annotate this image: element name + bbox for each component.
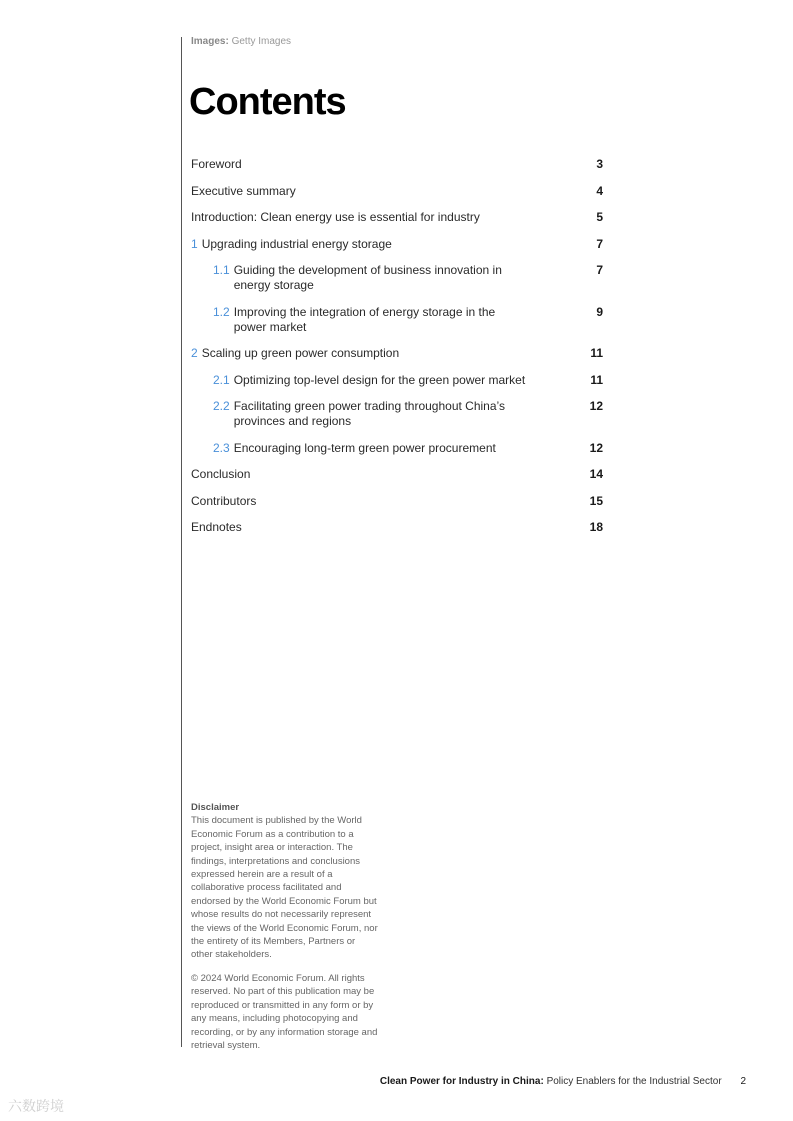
page-title: Contents	[189, 81, 346, 123]
toc-entry-title: Guiding the development of business innovation in energy storage	[233, 263, 502, 292]
toc-entry-page: 3	[596, 157, 603, 171]
footer-report-title: Clean Power for Industry in China:	[379, 1076, 544, 1087]
toc-entry[interactable]	[191, 373, 603, 388]
toc-entry-title: Optimizing top-level design for the green power market	[233, 372, 526, 387]
toc-entry-number: 2.2	[213, 399, 230, 413]
toc-entry-page: 12	[589, 440, 603, 455]
toc-entry-title: Executive summary	[191, 183, 296, 198]
disclaimer-body: This document is published by the World Economic Forum as a contribution to a project, insight area or interaction. The findings, interpretations and conclusions expressed herein are a result of a collaborative process facilitated and endorsed by the World Economic Forum but whose results do not necessarily represent the views of the World Economic Forum, nor the entirety of its Members, Partners or other stakeholders.	[191, 815, 378, 961]
toc-entry[interactable]	[191, 237, 603, 252]
toc-entry-number: 1	[191, 236, 198, 251]
toc-entry-title-group	[191, 467, 250, 482]
toc-entry-title-group	[213, 263, 531, 293]
toc-entry-title-group	[191, 520, 242, 535]
toc-entry[interactable]	[191, 346, 603, 361]
toc-entry-title-group	[191, 184, 296, 199]
toc-entry-page: 12	[589, 399, 603, 413]
toc-entry-title-group	[213, 373, 525, 388]
toc-entry-page: 5	[596, 210, 603, 224]
copyright-notice: © 2024 World Economic Forum. All rights reserved. No part of this publication may be reproduced or transmitted in any form or by any means, including photocopying and recording, or by any information storage and retrieval system.	[191, 972, 378, 1051]
toc-entry[interactable]	[191, 467, 603, 482]
toc-entry-title-group	[213, 399, 531, 429]
page-footer	[380, 1076, 746, 1087]
toc-entry-page: 7	[596, 263, 603, 277]
toc-entry-page: 11	[590, 372, 603, 387]
toc-entry-title: Foreword	[191, 157, 242, 171]
image-credit	[191, 36, 291, 47]
toc-entry[interactable]	[191, 441, 603, 456]
toc-entry-page: 4	[596, 183, 603, 198]
toc-entry-page: 14	[589, 467, 603, 481]
toc-entry-title-group	[191, 157, 242, 172]
toc-entry[interactable]	[191, 520, 603, 535]
toc-entry-title-group	[191, 210, 480, 225]
toc-entry[interactable]	[191, 494, 603, 509]
toc-entry-title-group	[213, 441, 496, 456]
toc-entry-title: Contributors	[191, 493, 257, 508]
toc-entry-title: Endnotes	[191, 520, 242, 534]
table-of-contents	[191, 157, 603, 547]
toc-entry-title: Facilitating green power trading throughout China’s provinces and regions	[233, 399, 505, 428]
toc-entry-number: 1.2	[213, 304, 230, 319]
toc-entry-title: Improving the integration of energy storage in the power market	[233, 304, 496, 334]
toc-entry-number: 2.1	[213, 372, 230, 387]
toc-entry-number: 1.1	[213, 263, 230, 277]
toc-entry-page: 11	[590, 346, 603, 360]
toc-entry-page: 9	[596, 304, 603, 319]
toc-entry[interactable]	[191, 157, 603, 172]
toc-entry[interactable]	[191, 305, 603, 335]
toc-entry-page: 18	[589, 520, 603, 534]
toc-entry-title: Introduction: Clean energy use is essential for industry	[191, 210, 480, 224]
toc-entry[interactable]	[191, 399, 603, 429]
toc-entry[interactable]	[191, 263, 603, 293]
toc-entry[interactable]	[191, 184, 603, 199]
toc-entry-title-group	[191, 237, 392, 252]
image-credit-label: Images:	[191, 36, 229, 47]
toc-entry-title: Upgrading industrial energy storage	[201, 236, 392, 251]
disclaimer	[191, 801, 379, 1062]
toc-entry-title-group	[191, 494, 256, 509]
toc-entry-page: 15	[589, 493, 603, 508]
watermark-logo: 六数跨境	[8, 1098, 64, 1114]
toc-entry-title: Conclusion	[191, 467, 251, 481]
footer-page-number: 2	[740, 1076, 746, 1087]
toc-entry-title-group	[191, 346, 399, 361]
toc-entry[interactable]	[191, 210, 603, 225]
toc-entry-title: Scaling up green power consumption	[201, 346, 400, 360]
left-margin-rule	[181, 37, 182, 1047]
disclaimer-heading: Disclaimer	[191, 802, 240, 813]
toc-entry-title-group	[213, 305, 531, 335]
toc-entry-title: Encouraging long-term green power procurement	[233, 440, 496, 455]
toc-entry-number: 2	[191, 346, 198, 360]
toc-entry-page: 7	[596, 236, 603, 251]
image-credit-value: Getty Images	[231, 36, 292, 47]
toc-entry-number: 2.3	[213, 440, 230, 455]
footer-report-subtitle: Policy Enablers for the Industrial Sector	[546, 1076, 722, 1087]
